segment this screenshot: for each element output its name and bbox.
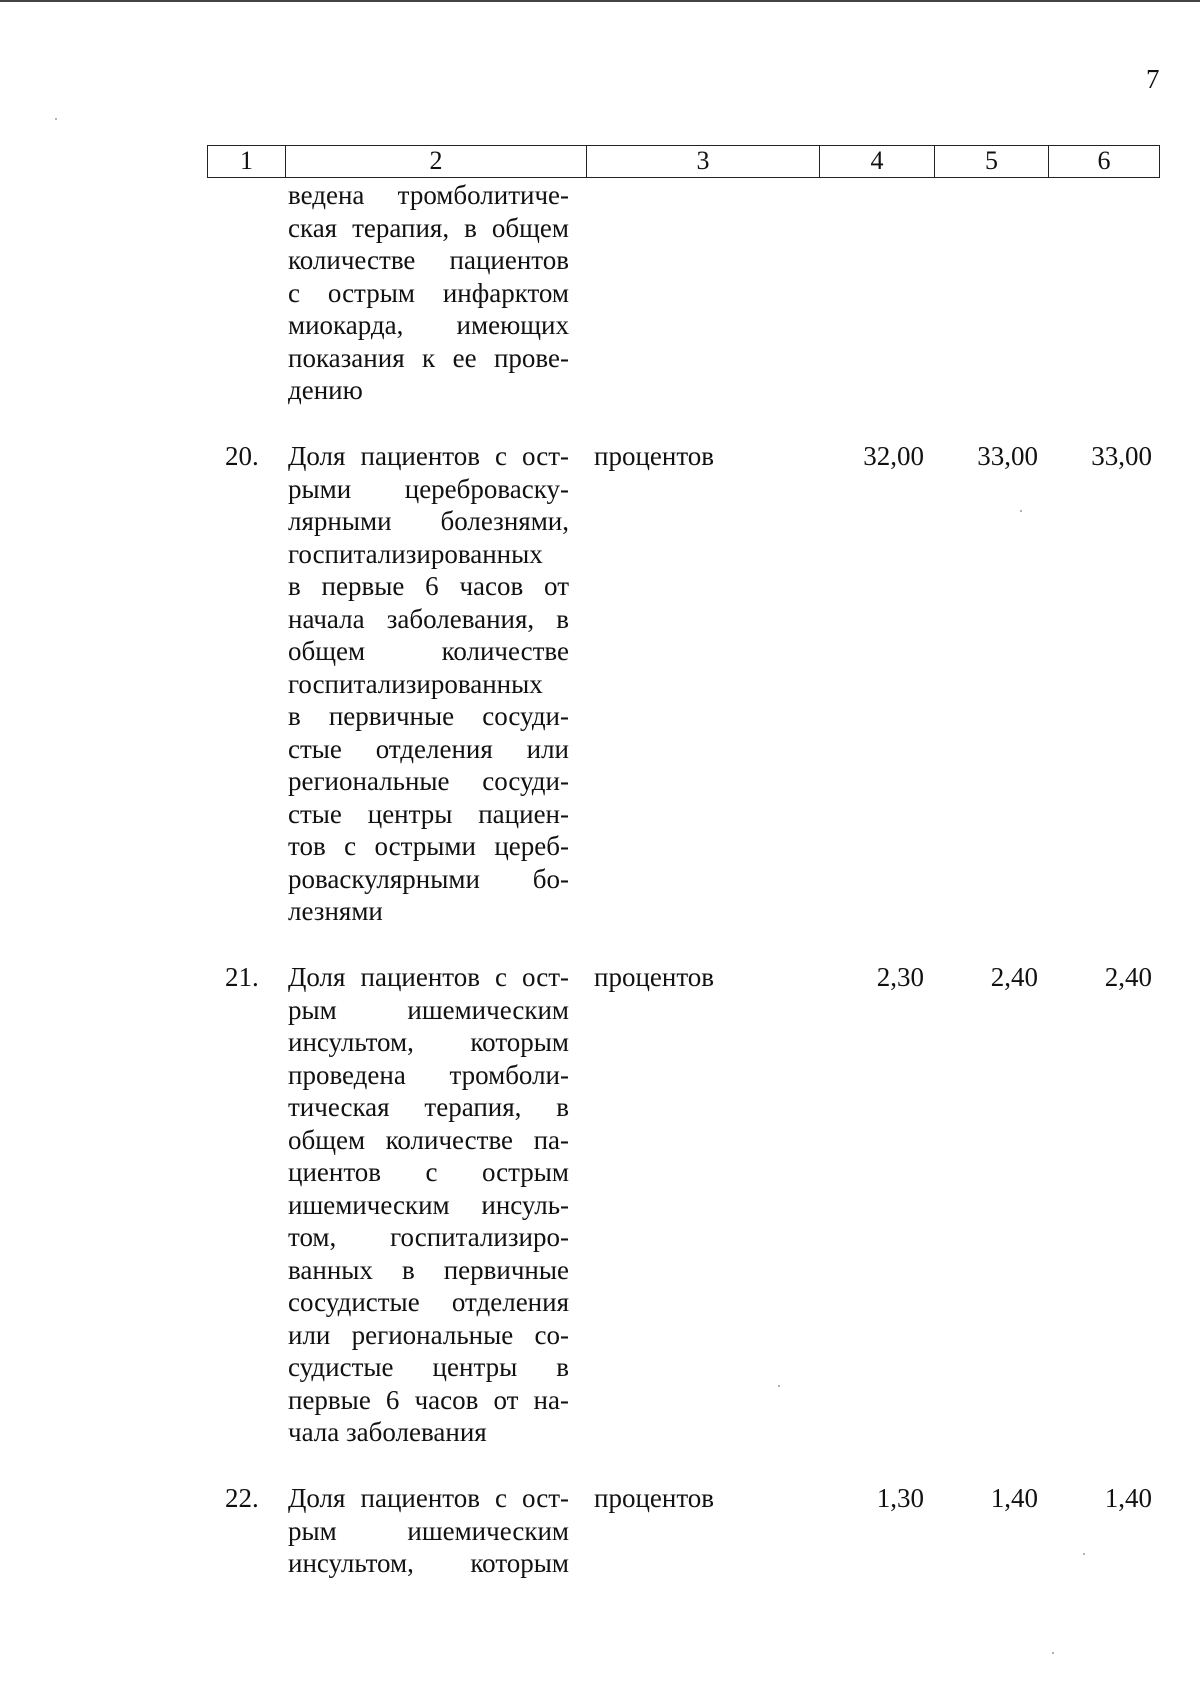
- description-line: инсультом, которым: [288, 1548, 569, 1578]
- row-description: [288, 179, 569, 407]
- row-description: [288, 961, 569, 1449]
- description-line: или региональные со-: [288, 1319, 569, 1350]
- row-unit: процентов: [594, 962, 715, 992]
- description-line: роваскулярными бо-: [288, 863, 569, 894]
- description-line: судистые центры в: [288, 1352, 569, 1382]
- description-line: ишемическим инсуль-: [288, 1189, 569, 1220]
- row-description: [288, 1482, 569, 1580]
- row-number: 20.: [225, 441, 259, 471]
- description-line: лезнями: [288, 896, 383, 926]
- description-line: начала заболевания, в: [288, 603, 569, 634]
- scan-speck: [1052, 1652, 1054, 1654]
- row-value-col-4: 32,00: [863, 441, 924, 471]
- description-line: рым ишемическим: [288, 994, 569, 1025]
- description-line: стые центры пациен-: [288, 798, 569, 829]
- description-line: общем количестве па-: [288, 1124, 569, 1155]
- description-line: общем количестве: [288, 636, 569, 666]
- row-value-col-6: 1,40: [1104, 1483, 1152, 1513]
- header-col-4: 4: [820, 146, 935, 177]
- description-line: инсультом, которым: [288, 1027, 569, 1057]
- description-line: госпитализированных: [288, 538, 543, 569]
- description-line: тическая терапия, в: [288, 1092, 569, 1122]
- row-value-col-4: 1,30: [876, 1483, 924, 1513]
- row-unit: процентов: [594, 1483, 715, 1513]
- row-value-col-4: 2,30: [876, 962, 924, 992]
- description-line: первые 6 часов от на-: [288, 1384, 569, 1415]
- description-line: Доля пациентов с ост-: [288, 1483, 569, 1513]
- description-line: Доля пациентов с ост-: [288, 962, 569, 992]
- description-line: проведена тромболи-: [288, 1059, 569, 1090]
- row-number: 21.: [225, 962, 259, 992]
- header-col-5: 5: [935, 146, 1049, 177]
- description-line: стые отделения или: [288, 733, 569, 764]
- row-number: 22.: [225, 1483, 259, 1513]
- header-col-3: 3: [587, 146, 820, 177]
- scan-speck: [1020, 510, 1022, 512]
- description-line: том, госпитализиро-: [288, 1222, 569, 1252]
- row-value-col-5: 33,00: [977, 441, 1038, 471]
- table-header-row: [207, 145, 1160, 178]
- scan-speck: [1083, 1553, 1085, 1555]
- description-line: рым ишемическим: [288, 1515, 569, 1546]
- scan-speck: [778, 1385, 780, 1387]
- description-line: тов с острыми цереб-: [288, 831, 569, 861]
- header-col-2: 2: [286, 146, 587, 177]
- description-line: рыми цереброваску-: [288, 473, 569, 504]
- header-col-1: 1: [208, 146, 286, 177]
- page-number: 7: [1146, 64, 1160, 94]
- description-line: чала заболевания: [288, 1417, 487, 1447]
- description-line: лярными болезнями,: [288, 506, 569, 536]
- description-line: ванных в первичные: [288, 1254, 569, 1285]
- description-line: миокарда, имеющих: [288, 310, 569, 340]
- top-border-line: [0, 0, 1200, 2]
- description-line: количестве пациентов: [288, 245, 569, 275]
- description-line: госпитализированных: [288, 668, 543, 699]
- scan-speck: [55, 118, 57, 120]
- row-value-col-5: 1,40: [990, 1483, 1038, 1513]
- description-line: с острым инфарктом: [288, 277, 569, 308]
- description-line: дению: [288, 375, 363, 405]
- description-line: ведена тромболитиче-: [288, 180, 569, 210]
- description-line: сосудистые отделения: [288, 1287, 569, 1317]
- description-line: показания к ее прове-: [288, 342, 569, 373]
- description-line: региональные сосуди-: [288, 766, 569, 796]
- description-line: Доля пациентов с ост-: [288, 441, 569, 471]
- description-line: ская терапия, в общем: [288, 212, 569, 243]
- description-line: в первые 6 часов от: [288, 571, 569, 601]
- row-value-col-6: 2,40: [1104, 962, 1152, 992]
- description-line: в первичные сосуди-: [288, 701, 569, 731]
- header-col-6: 6: [1097, 146, 1111, 175]
- row-value-col-6: 33,00: [1091, 441, 1152, 471]
- row-unit: процентов: [594, 441, 715, 471]
- row-description: [288, 440, 569, 928]
- row-value-col-5: 2,40: [990, 962, 1038, 992]
- description-line: циентов с острым: [288, 1157, 569, 1187]
